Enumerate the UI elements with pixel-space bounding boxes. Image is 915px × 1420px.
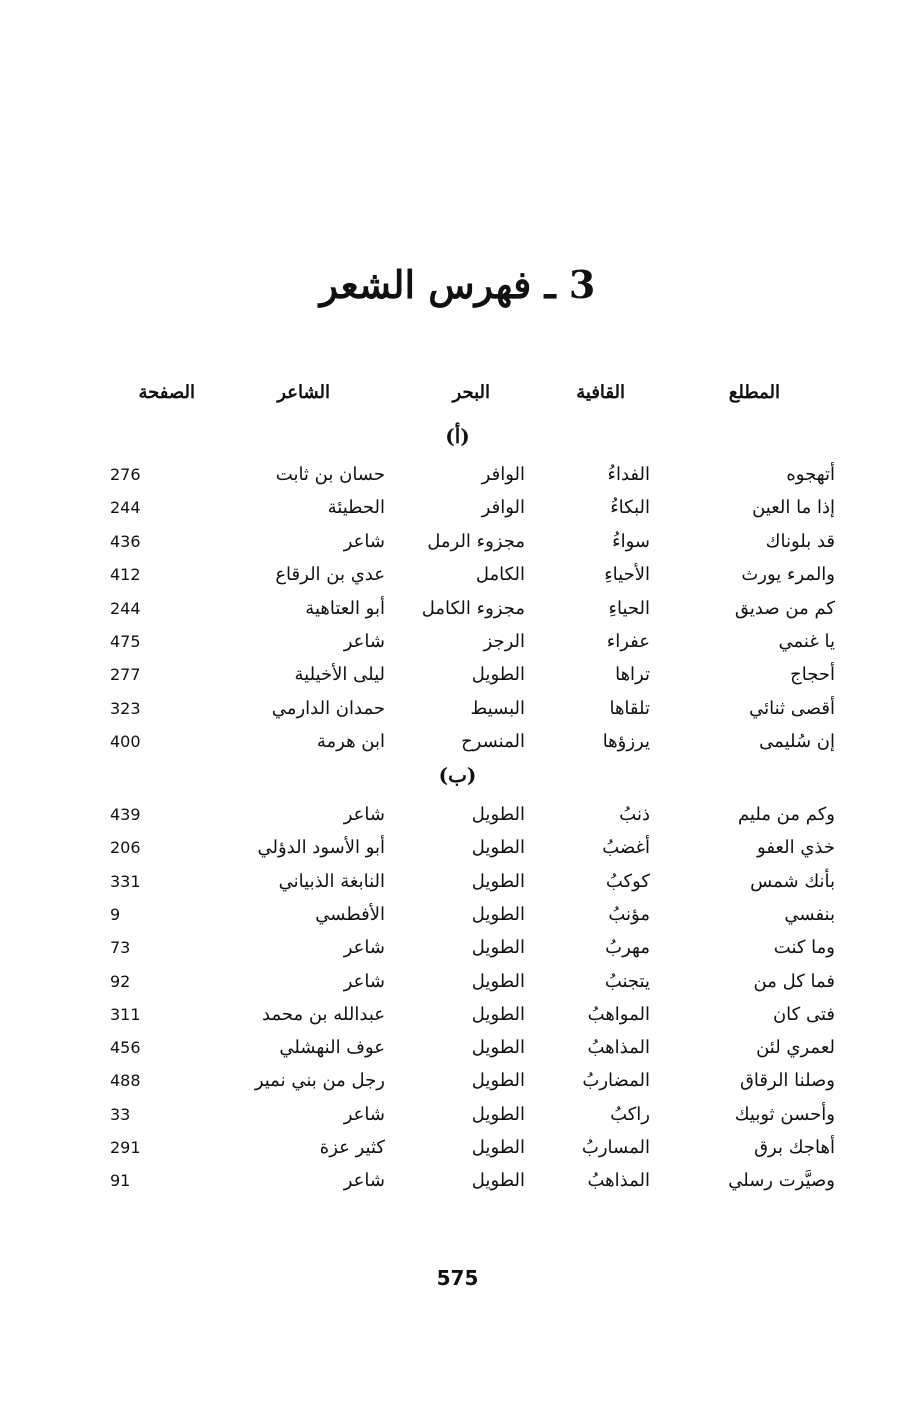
- poem-opening: أقصى ثنائي: [749, 698, 835, 719]
- poem-rhyme: تراها: [615, 664, 650, 685]
- table-row: [0, 1033, 915, 1063]
- poem-poet: الحطيئة: [327, 497, 385, 518]
- poem-opening: يا غنمي: [778, 631, 835, 652]
- poem-page-ref: 276: [110, 465, 141, 484]
- poem-meter: المنسرح: [461, 731, 525, 752]
- poem-poet: عبدالله بن محمد: [262, 1004, 385, 1025]
- poem-rhyme: الفداءُ: [607, 464, 650, 485]
- table-row: [0, 800, 915, 830]
- poem-poet: شاعر: [343, 1104, 385, 1125]
- poem-rhyme: البكاءُ: [610, 497, 650, 518]
- poem-poet: ابن هرمة: [316, 731, 385, 752]
- poem-page-ref: 92: [110, 972, 131, 991]
- table-row: [0, 967, 915, 997]
- poem-rhyme: كوكبُ: [605, 871, 650, 892]
- poem-poet: شاعر: [343, 804, 385, 825]
- table-row: [0, 627, 915, 657]
- poem-poet: شاعر: [343, 1170, 385, 1191]
- poem-rhyme: المذاهبُ: [587, 1170, 650, 1191]
- poem-page-ref: 475: [110, 632, 141, 651]
- table-row: [0, 867, 915, 897]
- poem-poet: شاعر: [343, 971, 385, 992]
- poem-page-ref: 33: [110, 1105, 131, 1124]
- poem-page-ref: 244: [110, 498, 141, 517]
- poem-meter: الرجز: [483, 631, 525, 652]
- poem-poet: النابغة الذبياني: [278, 871, 385, 892]
- poem-page-ref: 488: [110, 1071, 141, 1090]
- poem-opening: وكم من مليم: [737, 804, 835, 825]
- poem-page-ref: 291: [110, 1138, 141, 1157]
- poem-opening: وصيَّرت رسلي: [728, 1170, 835, 1191]
- poem-poet: عدي بن الرقاع: [275, 564, 385, 585]
- poem-meter: البسيط: [470, 698, 525, 719]
- table-row: [0, 660, 915, 690]
- poem-page-ref: 400: [110, 732, 141, 751]
- poem-poet: كثير عزة: [319, 1137, 385, 1158]
- poem-meter: الطويل: [471, 1004, 525, 1025]
- poem-opening: والمرء يورث: [741, 564, 835, 585]
- poem-opening: أهاجك برق: [754, 1137, 835, 1158]
- poem-rhyme: تلقاها: [609, 698, 650, 719]
- poem-opening: أحجاج: [790, 664, 835, 685]
- table-row: [0, 560, 915, 590]
- poem-opening: إذا ما العين: [752, 497, 835, 518]
- poem-rhyme: راكبُ: [610, 1104, 650, 1125]
- poem-page-ref: 9: [110, 905, 121, 924]
- poem-page-ref: 436: [110, 532, 141, 551]
- page-title: 3 ـ فهرس الشعر: [319, 262, 596, 307]
- header-meter: البحر: [452, 382, 490, 403]
- table-row: [0, 1133, 915, 1163]
- header-poet: الشاعر: [277, 382, 330, 403]
- poem-meter: الطويل: [471, 1037, 525, 1058]
- poem-opening: خذي العفو: [757, 837, 835, 858]
- table-row: [0, 1000, 915, 1030]
- poem-rhyme: يتجنبُ: [604, 971, 650, 992]
- table-row: [0, 1166, 915, 1196]
- table-row: [0, 1066, 915, 1096]
- poem-meter: مجزوء الكامل: [421, 598, 525, 619]
- poem-rhyme: مهربُ: [605, 937, 650, 958]
- poem-opening: لعمري لئن: [756, 1037, 835, 1058]
- section-heading-ba: (ب): [438, 763, 477, 787]
- header-page: الصفحة: [138, 382, 195, 403]
- table-row: [0, 900, 915, 930]
- poem-opening: قد بلوناك: [765, 531, 835, 552]
- poem-rhyme: المواهبُ: [587, 1004, 650, 1025]
- table-row: [0, 1100, 915, 1130]
- poem-meter: الكامل: [475, 564, 525, 585]
- poem-meter: الوافر: [481, 497, 525, 518]
- poem-meter: الطويل: [471, 804, 525, 825]
- poem-page-ref: 331: [110, 872, 141, 891]
- poem-page-ref: 323: [110, 699, 141, 718]
- poem-opening: بأنك شمس: [750, 871, 835, 892]
- poem-meter: مجزوء الرمل: [427, 531, 525, 552]
- table-row: [0, 493, 915, 523]
- poem-page-ref: 73: [110, 938, 131, 957]
- poem-poet: أبو العتاهية: [305, 598, 385, 619]
- poem-meter: الطويل: [471, 1104, 525, 1125]
- poem-page-ref: 91: [110, 1171, 131, 1190]
- poem-meter: الوافر: [481, 464, 525, 485]
- poem-meter: الطويل: [471, 871, 525, 892]
- poem-rhyme: سواءُ: [612, 531, 650, 552]
- poem-rhyme: الحياءِ: [608, 598, 650, 619]
- page-number: 575: [436, 1266, 479, 1290]
- poem-meter: الطويل: [471, 971, 525, 992]
- poem-meter: الطويل: [471, 937, 525, 958]
- poem-opening: إن سُليمى: [759, 731, 835, 752]
- poem-poet: شاعر: [343, 531, 385, 552]
- poem-rhyme: ذنبُ: [619, 804, 650, 825]
- poem-opening: أتهجوه: [786, 464, 835, 485]
- poem-rhyme: المضاربُ: [582, 1070, 650, 1091]
- poem-opening: فتى كان: [772, 1004, 835, 1025]
- poem-poet: رجل من بني نمير: [254, 1070, 385, 1091]
- table-row: [0, 527, 915, 557]
- table-row: [0, 833, 915, 863]
- poem-page-ref: 456: [110, 1038, 141, 1057]
- poem-poet: شاعر: [343, 631, 385, 652]
- poem-poet: شاعر: [343, 937, 385, 958]
- poem-opening: وأحسن ثوبيك: [734, 1104, 835, 1125]
- poem-poet: أبو الأسود الدؤلي: [257, 837, 385, 858]
- poem-poet: الأفطسي: [315, 904, 385, 925]
- poem-page-ref: 412: [110, 565, 141, 584]
- table-row: [0, 694, 915, 724]
- table-row: [0, 594, 915, 624]
- section-heading-alif: (أ): [445, 424, 470, 448]
- header-opening: المطلع: [728, 382, 780, 403]
- poem-rhyme: أغضبُ: [602, 837, 650, 858]
- poem-poet: عوف النهشلي: [279, 1037, 385, 1058]
- header-rhyme: القافية: [576, 382, 625, 403]
- poem-opening: بنفسي: [784, 904, 835, 925]
- poem-poet: حسان بن ثابت: [275, 464, 385, 485]
- poem-meter: الطويل: [471, 1070, 525, 1091]
- poem-rhyme: المساربُ: [581, 1137, 650, 1158]
- poem-opening: وما كنت: [773, 937, 835, 958]
- poem-meter: الطويل: [471, 1137, 525, 1158]
- poem-page-ref: 277: [110, 665, 141, 684]
- poem-meter: الطويل: [471, 904, 525, 925]
- table-row: [0, 460, 915, 490]
- poem-poet: حمدان الدارمي: [271, 698, 385, 719]
- poem-poet: ليلى الأخيلية: [294, 664, 385, 685]
- table-row: [0, 727, 915, 757]
- poem-page-ref: 311: [110, 1005, 141, 1024]
- table-header: [0, 378, 915, 408]
- poem-page-ref: 206: [110, 838, 141, 857]
- table-row: [0, 933, 915, 963]
- poem-page-ref: 244: [110, 599, 141, 618]
- poem-rhyme: عفراء: [606, 631, 650, 652]
- poem-meter: الطويل: [471, 664, 525, 685]
- poem-rhyme: المذاهبُ: [587, 1037, 650, 1058]
- poem-opening: وصلنا الرقاق: [739, 1070, 835, 1091]
- poem-page-ref: 439: [110, 805, 141, 824]
- poem-opening: فما كل من: [753, 971, 835, 992]
- poem-rhyme: الأحياءِ: [604, 564, 650, 585]
- poem-opening: كم من صديق: [734, 598, 835, 619]
- poem-rhyme: يرزؤها: [602, 731, 650, 752]
- poem-rhyme: مؤنبُ: [608, 904, 650, 925]
- poem-meter: الطويل: [471, 837, 525, 858]
- poem-meter: الطويل: [471, 1170, 525, 1191]
